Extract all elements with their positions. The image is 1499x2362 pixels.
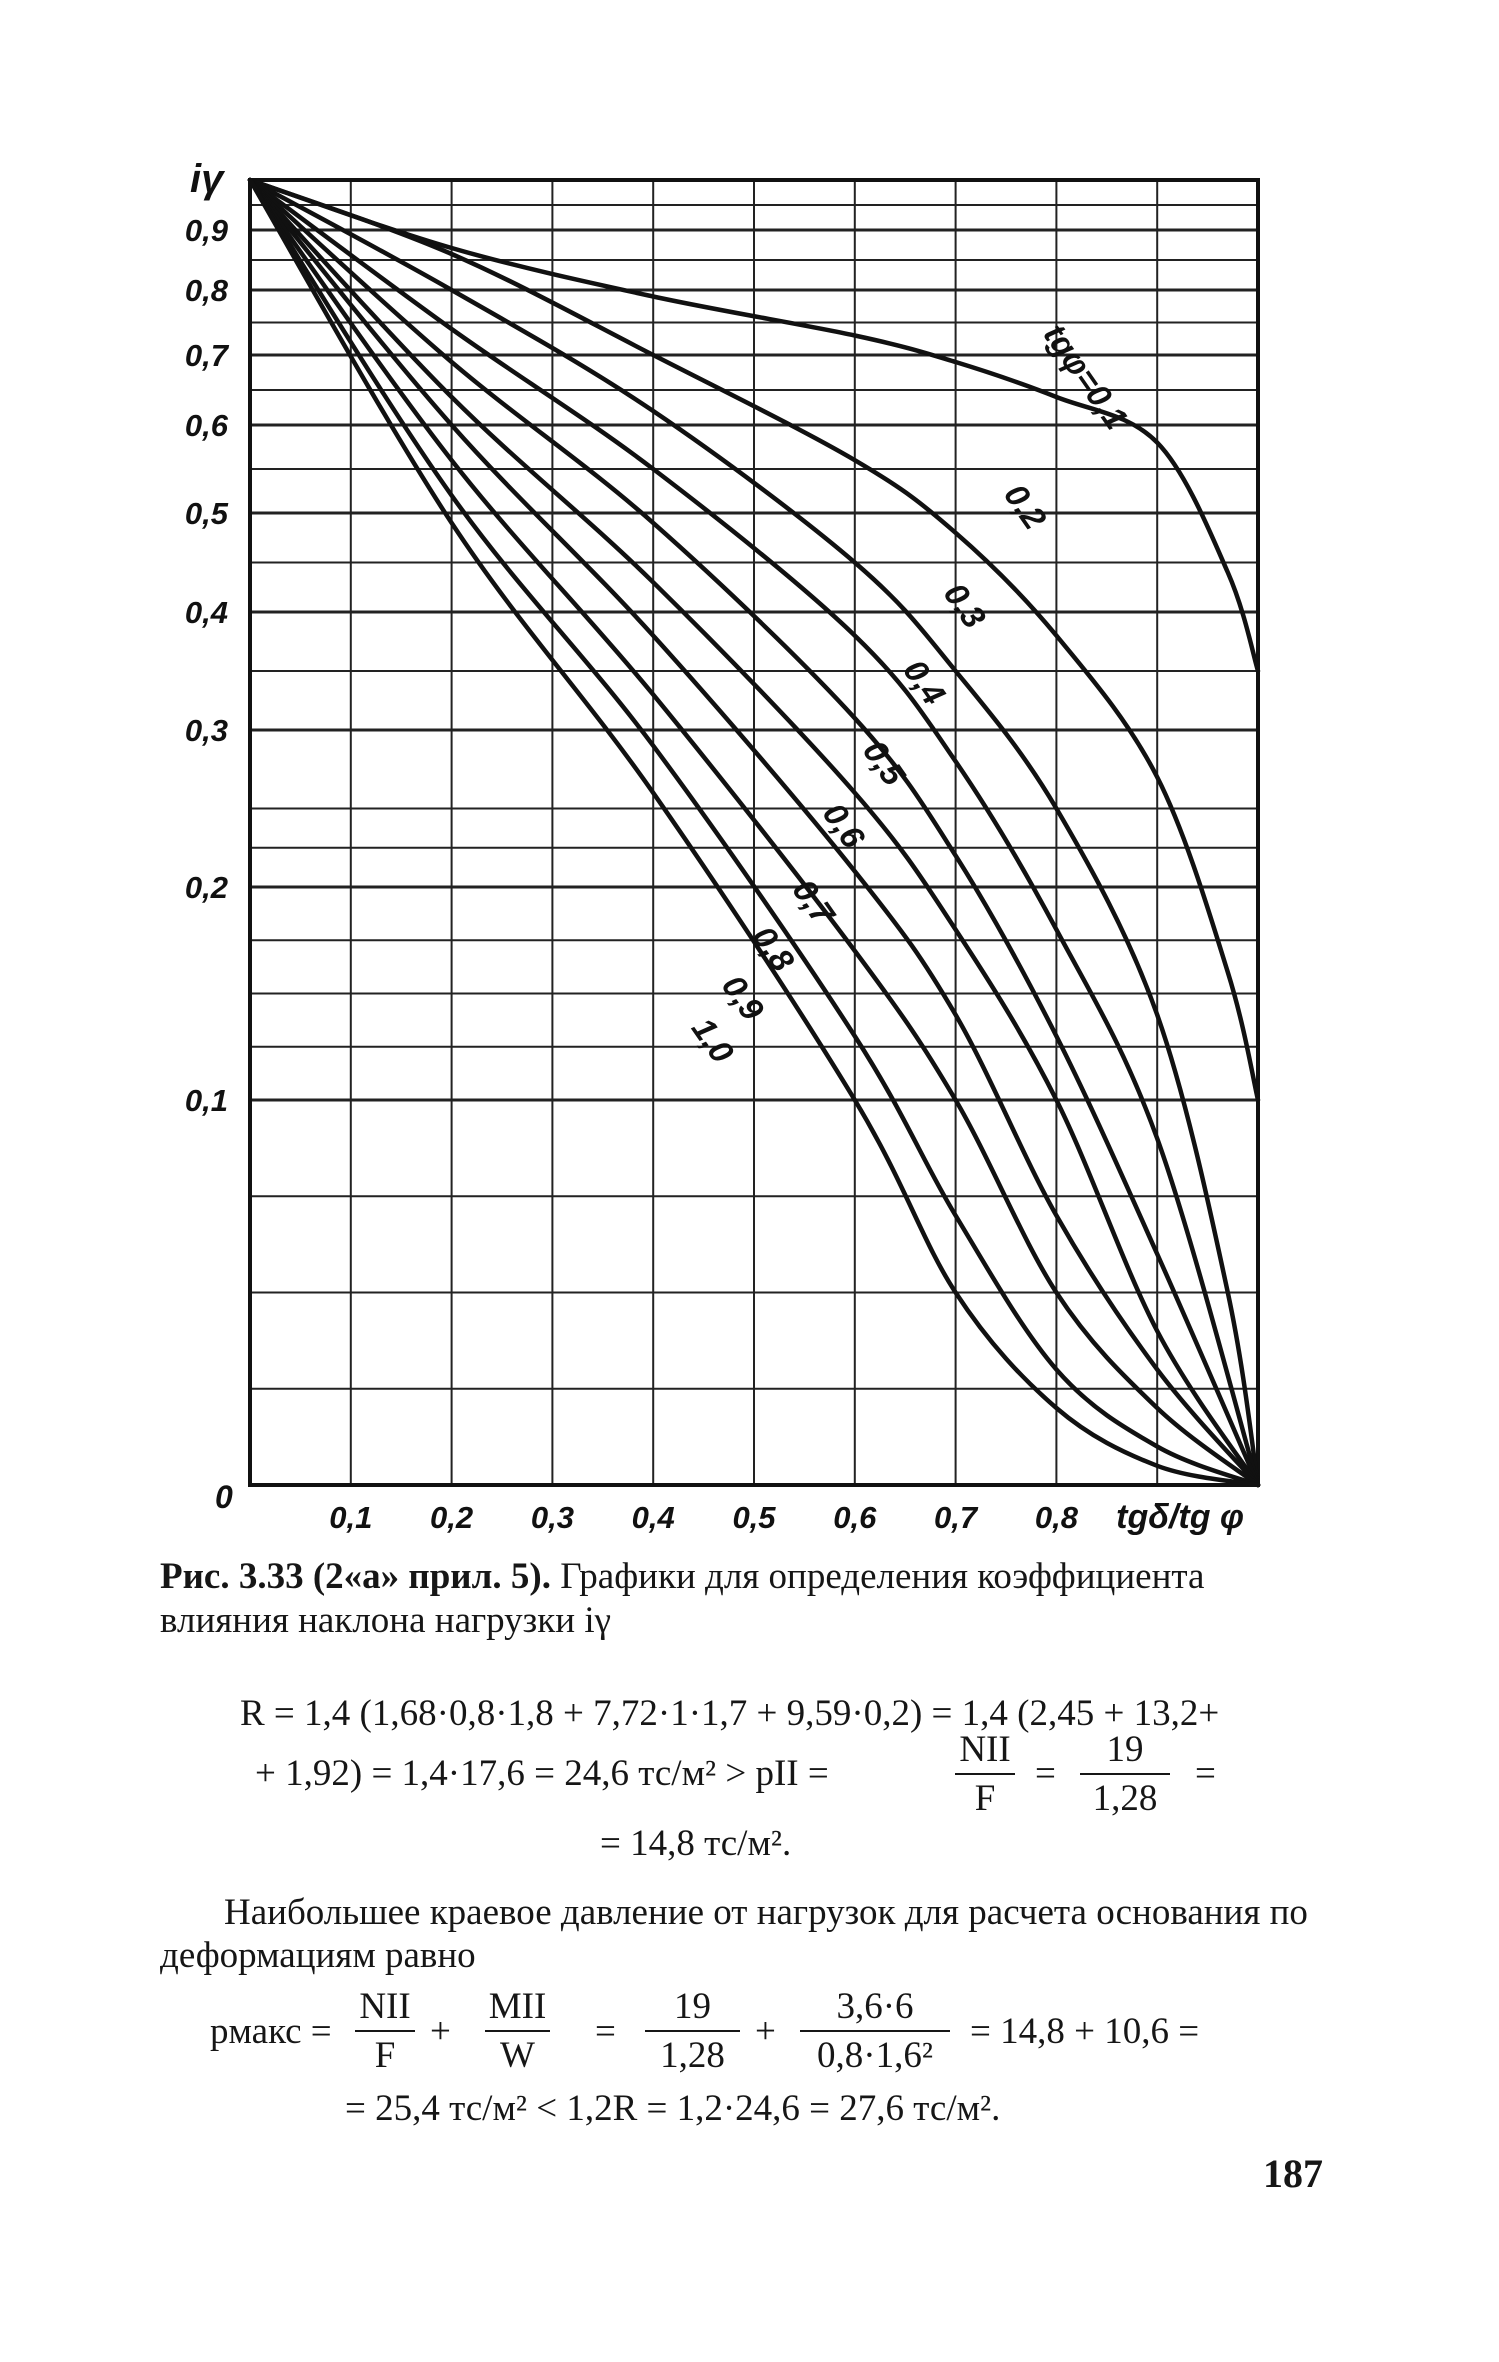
fraction-n-over-f: [955, 1728, 1015, 1820]
pmax-label: pмакс =: [210, 2011, 332, 2052]
caption-text: Графики для определения коэффициента влияния наклона нагрузки iγ: [160, 1556, 1205, 1641]
fraction-n-over-f: [355, 1985, 415, 2077]
fraction-numerator: NII: [359, 1986, 411, 2027]
y-tick-label: 0,2: [184, 870, 228, 905]
page-number: 187: [1263, 2151, 1323, 2196]
equation-r-line2: + 1,92) = 1,4·17,6 = 24,6 тс/м² > pII =: [255, 1753, 829, 1794]
fraction-numerator: 19: [674, 1986, 711, 2027]
equation-r-line3: = 14,8 тс/м².: [600, 1823, 792, 1864]
y-tick-label: 0,3: [184, 713, 228, 748]
x-tick-label: 0,2: [430, 1500, 474, 1535]
x-tick-label: 0,8: [1034, 1500, 1078, 1535]
fraction-moment: [800, 1985, 950, 2077]
fraction-m-over-w: [485, 1985, 550, 2077]
x-tick-label: 0,6: [833, 1500, 877, 1535]
equation-pmax-tail: = 14,8 + 10,6 =: [970, 2011, 1200, 2052]
body-paragraph: Наибольшее краевое давление от нагрузок для расчета основания по деформациям равно: [160, 1892, 1308, 1976]
series-label: 0,7: [785, 872, 843, 932]
series-label: 0,4: [896, 652, 954, 712]
x-tick-label: 0,4: [631, 1500, 675, 1535]
fraction-numerator: MII: [488, 1986, 547, 2027]
fraction-denominator: 1,28: [660, 2035, 725, 2076]
equals-sign: =: [595, 2011, 616, 2052]
equation-r-line1: R = 1,4 (1,68·0,8·1,8 + 7,72·1·1,7 + 9,59·0,2) = 1,4 (2,45 + 13,2+: [240, 1693, 1220, 1734]
fraction-numerator: 19: [1106, 1729, 1144, 1770]
x-tick-label: 0,5: [732, 1500, 776, 1535]
fraction-denominator: 1,28: [1092, 1778, 1158, 1819]
y-tick-label: 0,7: [184, 338, 228, 373]
x-tick-label: 0,3: [530, 1500, 574, 1535]
fraction-19-over-1-28: [1080, 1728, 1170, 1820]
y-tick-label: 0,1: [184, 1083, 228, 1118]
fraction-denominator: 0,8·1,6²: [817, 2035, 933, 2076]
y-tick-label: 0,4: [184, 595, 228, 630]
x-tick-label: 0,7: [934, 1500, 978, 1535]
equation-pmax-line2: = 25,4 тс/м² < 1,2R = 1,2·24,6 = 27,6 тс/м².: [345, 2088, 1001, 2129]
equals-sign: =: [1195, 1753, 1216, 1794]
y-axis-label: iγ: [190, 157, 224, 201]
caption-lead: Рис. 3.33 (2«а» прил. 5).: [160, 1556, 551, 1597]
plus-sign: +: [755, 2011, 776, 2052]
y-tick-label: 0,8: [184, 273, 228, 308]
x-tick-label: 0,1: [329, 1500, 373, 1535]
series-label: 0,9: [714, 968, 772, 1027]
fraction-numerator: 3,6·6: [836, 1986, 914, 2027]
fraction-denominator: F: [374, 2035, 396, 2076]
fraction-19-over-1-28: [645, 1985, 740, 2077]
series-label: tgφ=0,1: [1036, 316, 1136, 436]
series-label: 0,3: [936, 576, 994, 635]
y-tick-label: 0,6: [184, 408, 228, 443]
equals-sign: =: [1035, 1753, 1056, 1794]
fraction-denominator: W: [500, 2035, 535, 2076]
series-label: 0,2: [997, 477, 1054, 536]
series-label: 0,8: [745, 919, 802, 978]
origin-label: 0: [215, 1479, 233, 1515]
series-label: 1,0: [684, 1010, 742, 1070]
fraction-denominator: F: [974, 1778, 996, 1819]
y-tick-label: 0,9: [184, 213, 228, 248]
series-label: 0,6: [815, 796, 873, 855]
plus-sign: +: [430, 2011, 451, 2052]
fraction-numerator: NII: [959, 1729, 1011, 1770]
x-axis-label: tgδ/tg φ: [1116, 1498, 1244, 1536]
y-tick-label: 0,5: [184, 496, 228, 531]
series-label: 0,5: [856, 733, 913, 793]
figure-caption: [160, 1555, 1320, 1643]
